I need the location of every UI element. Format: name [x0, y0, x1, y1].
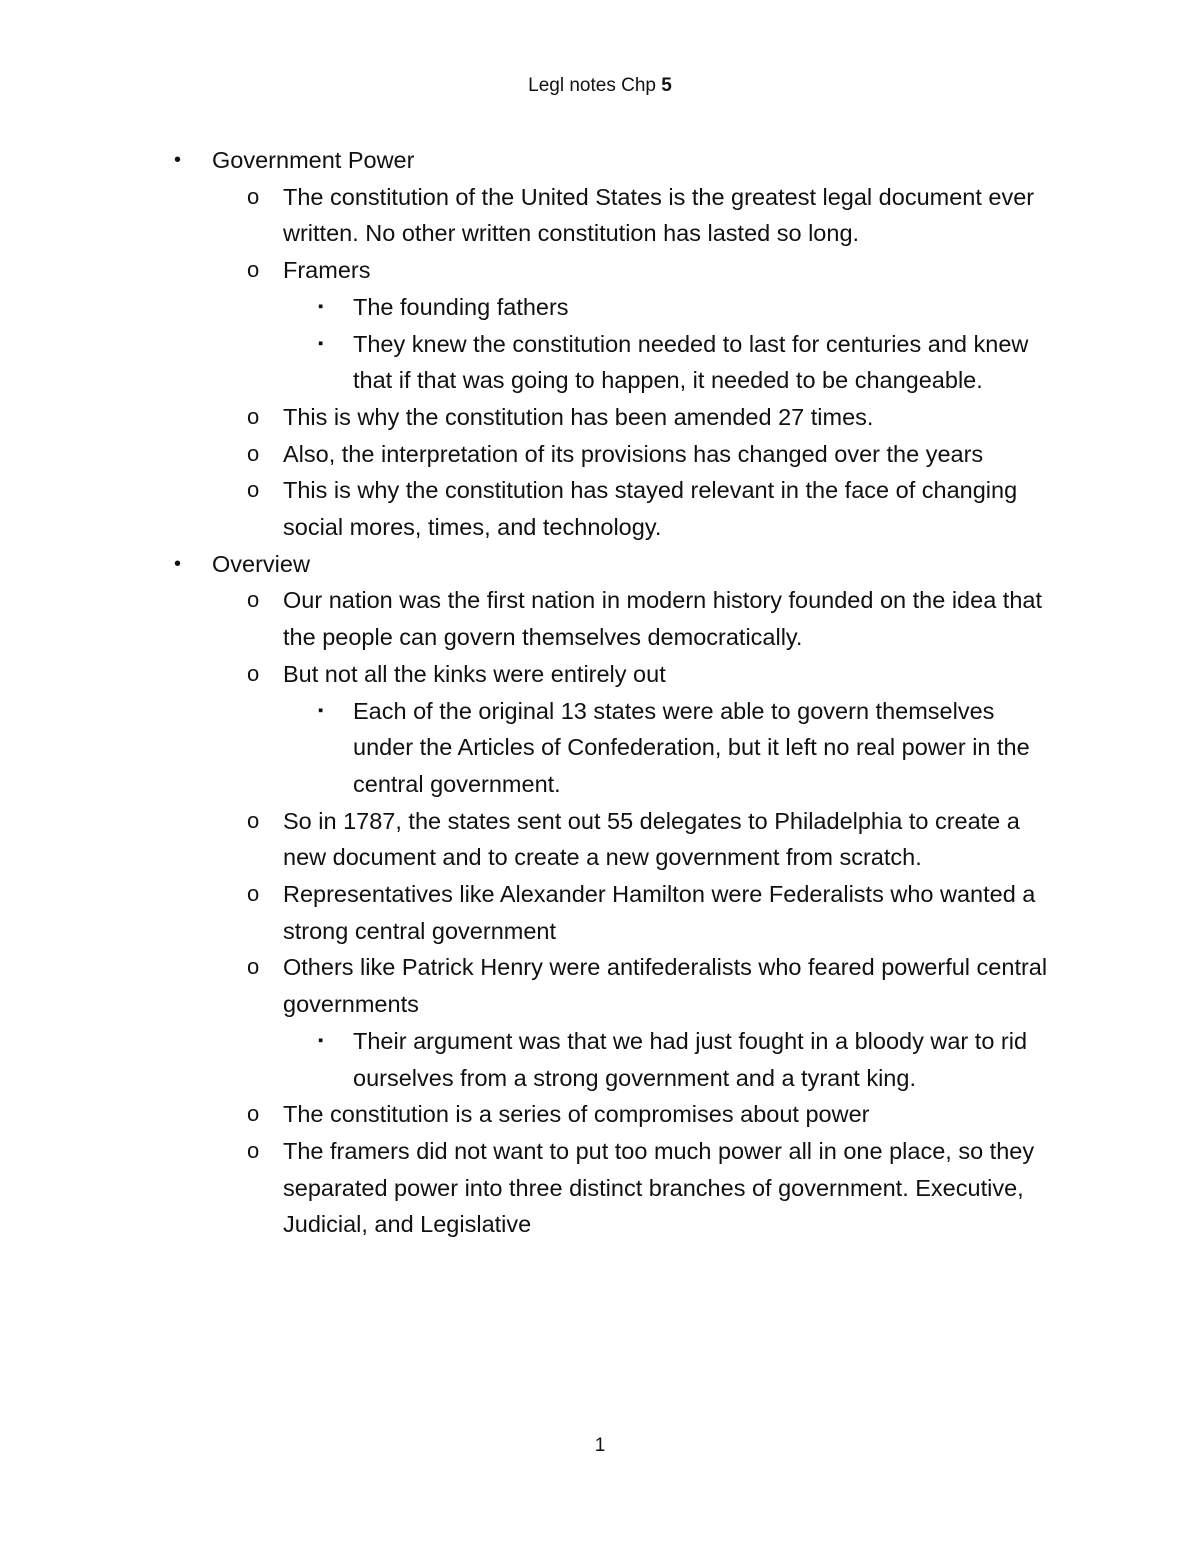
bullet-circle-icon: o: [247, 1137, 260, 1163]
bullet-circle-icon: o: [247, 477, 260, 503]
outline-item-level-2: [0, 656, 1053, 693]
outline-item-level-2: [0, 399, 1053, 436]
outline-item-level-2: [0, 1133, 1053, 1243]
bullet-circle-icon: o: [247, 403, 260, 429]
outline-item-level-2: [0, 803, 1053, 876]
outline-item-text: Each of the original 13 states were able to govern themselves under the Articles of Confederation, but it left no real power in the central government.: [353, 697, 1030, 797]
outline-item-text: They knew the constitution needed to last for centuries and knew that if that was going to happen, it needed to be changeable.: [353, 330, 1029, 394]
outline-item-level-2: [0, 876, 1053, 949]
outline-item-level-2: [0, 436, 1053, 473]
bullet-circle-icon: o: [247, 881, 260, 907]
outline-item-text: The framers did not want to put too much power all in one place, so they separated power into three distinct branches of government. Executive, Judicial, and Legislative: [283, 1137, 1035, 1238]
outline-item-level-2: [0, 472, 1053, 545]
outline-item-level-3: [0, 693, 1053, 803]
outline-item-level-3: [0, 289, 1053, 326]
bullet-dot-icon: •: [174, 149, 182, 171]
page-header: [0, 74, 1200, 98]
bullet-circle-icon: o: [247, 587, 260, 613]
notes-outline: [0, 142, 1200, 1243]
outline-item-text: Their argument was that we had just fought in a bloody war to rid ourselves from a strong government and a tyrant king.: [353, 1027, 1028, 1091]
outline-item-level-1: [0, 546, 1052, 583]
header-chapter-number: 5: [661, 75, 672, 96]
bullet-square-icon: ▪: [318, 701, 324, 719]
outline-item-level-3: [0, 1023, 1053, 1096]
outline-item-level-2: [0, 252, 1053, 289]
outline-item-text: But not all the kinks were entirely out: [283, 660, 666, 687]
outline-item-level-3: [0, 326, 1053, 399]
bullet-square-icon: ▪: [318, 334, 324, 352]
outline-item-text: Others like Patrick Henry were antifederalists who feared powerful central governments: [283, 954, 1048, 1018]
outline-item-level-2: [0, 179, 1053, 252]
outline-item-text: The constitution of the United States is the greatest legal document ever written. No other written constitution has lasted so long.: [283, 183, 1035, 247]
bullet-square-icon: ▪: [318, 297, 324, 315]
bullet-circle-icon: o: [247, 1101, 260, 1127]
outline-item-text: Also, the interpretation of its provisions has changed over the years: [283, 440, 984, 467]
bullet-circle-icon: o: [247, 183, 260, 209]
outline-item-level-2: [0, 1096, 1053, 1133]
outline-item-text: Representatives like Alexander Hamilton were Federalists who wanted a strong central government: [283, 881, 1036, 944]
bullet-circle-icon: o: [247, 807, 260, 833]
outline-item-text: So in 1787, the states sent out 55 delegates to Philadelphia to create a new document and to create a new government from scratch.: [283, 807, 1020, 871]
outline-item-text: This is why the constitution has stayed relevant in the face of changing social mores, times, and technology.: [283, 477, 1018, 541]
outline-item-text: Framers: [283, 257, 371, 284]
outline-item-text: Overview: [212, 550, 310, 577]
page-number: 1: [594, 1435, 606, 1456]
page-footer: [0, 1434, 1200, 1458]
bullet-circle-icon: o: [247, 440, 260, 466]
outline-item-text: Government Power: [212, 147, 415, 173]
outline-item-text: This is why the constitution has been amended 27 times.: [283, 403, 874, 430]
outline-item-level-2: [0, 582, 1053, 655]
outline-item-level-1: [0, 142, 1052, 179]
bullet-square-icon: ▪: [318, 1031, 324, 1049]
outline-item-level-2: [0, 949, 1053, 1022]
bullet-dot-icon: •: [174, 552, 182, 575]
outline-item-text: The constitution is a series of compromises about power: [283, 1101, 870, 1128]
outline-item-text: Our nation was the first nation in modern history founded on the idea that the people can govern themselves democratically.: [283, 587, 1042, 651]
outline-item-text: The founding fathers: [353, 293, 569, 320]
bullet-circle-icon: o: [247, 954, 260, 980]
bullet-circle-icon: o: [247, 660, 260, 686]
bullet-circle-icon: o: [247, 257, 260, 283]
header-title: Legl notes Chp: [528, 75, 656, 96]
